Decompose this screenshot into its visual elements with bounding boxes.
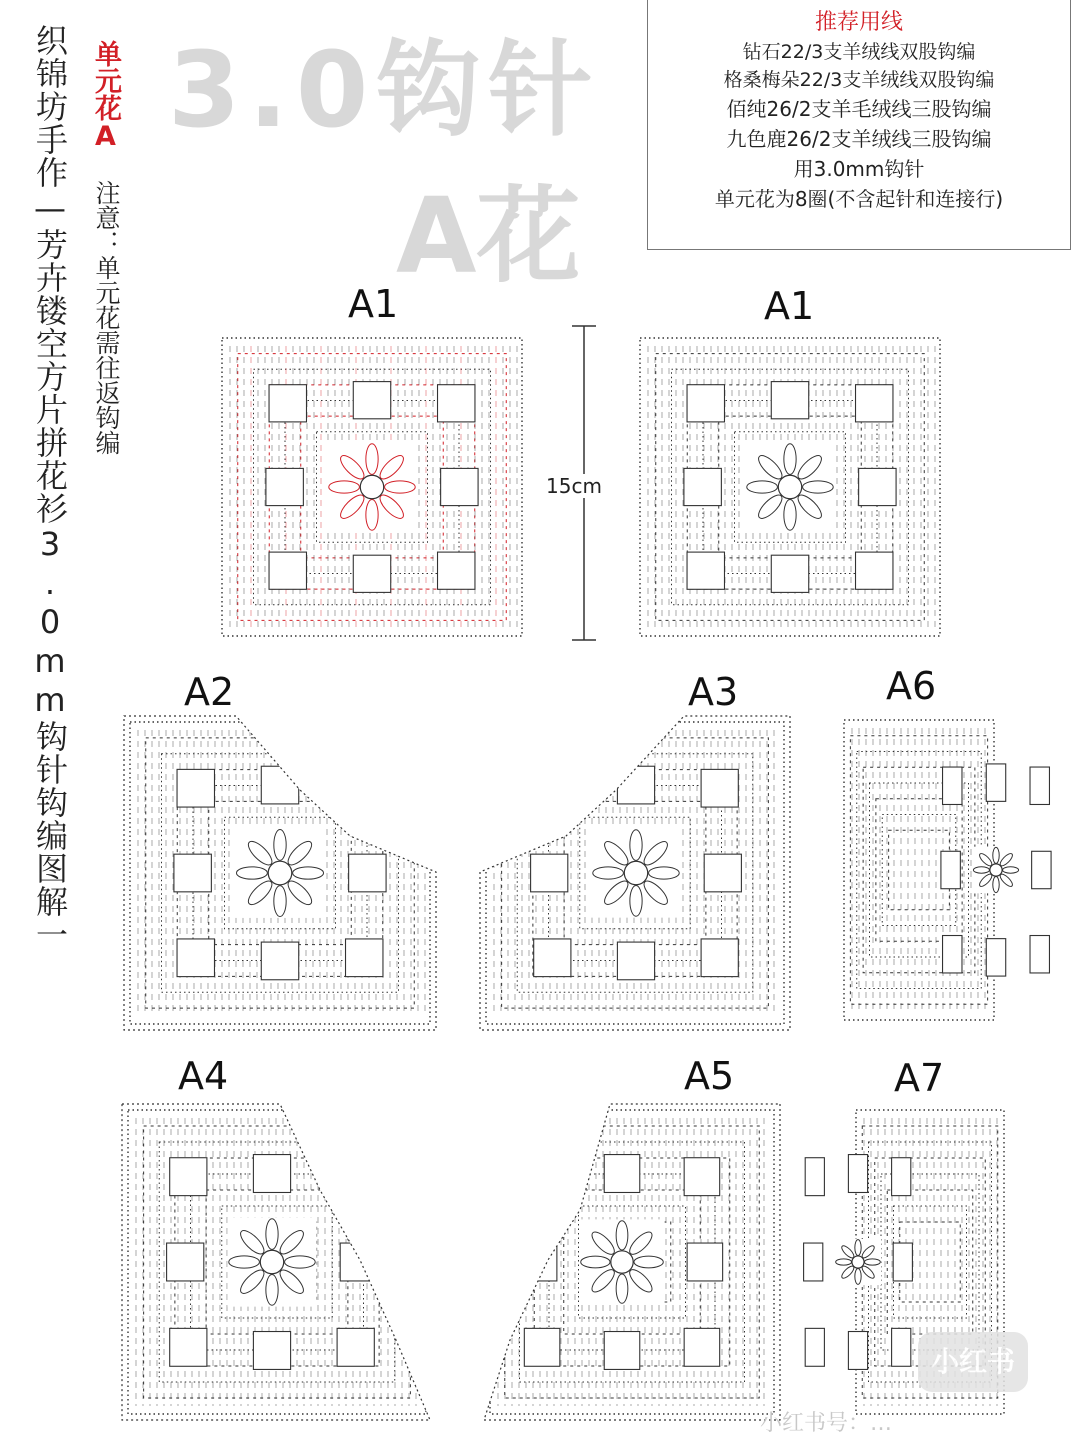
filet-window — [604, 1332, 640, 1370]
filet-window — [177, 939, 214, 977]
filet-window — [1030, 936, 1049, 973]
filet-window — [340, 1243, 377, 1281]
filet-window — [261, 942, 298, 980]
filet-window — [167, 1243, 204, 1281]
filet-window — [534, 939, 571, 977]
filet-window — [604, 1155, 640, 1193]
filet-window — [701, 939, 738, 977]
magic-ring — [611, 1251, 633, 1273]
filet-window — [337, 1158, 374, 1196]
filet-window — [438, 552, 475, 589]
piece-label-a6: A6 — [886, 664, 937, 708]
filet-window — [848, 1155, 867, 1193]
filet-window — [859, 468, 896, 505]
filet-window — [892, 1328, 911, 1366]
filet-window — [701, 769, 738, 807]
filet-window — [170, 1158, 207, 1196]
magic-ring — [260, 1250, 283, 1273]
yarn-heading: 推荐用线 — [814, 10, 903, 35]
filet-window — [346, 769, 383, 807]
magic-ring — [624, 861, 647, 884]
filet-window — [170, 1328, 207, 1366]
yarn-line: 九色鹿26/2支羊绒线三股钩编 — [726, 127, 992, 151]
filet-window — [261, 766, 298, 804]
filet-window — [269, 552, 306, 589]
filet-window — [856, 552, 893, 589]
filet-window — [353, 382, 390, 419]
filet-window — [805, 1158, 824, 1196]
filet-window — [617, 766, 654, 804]
app-badge: 小红书 — [918, 1332, 1028, 1392]
filet-window — [337, 1328, 374, 1366]
dimension-label: 15cm — [546, 474, 602, 498]
piece-label-a2: A2 — [184, 670, 235, 714]
hook-size-line: 用3.0mm钩针 — [793, 157, 925, 181]
stitch-round — [850, 736, 987, 1005]
filet-window — [943, 936, 962, 973]
magic-ring — [360, 475, 383, 498]
rounds-line: 单元花为8圈(不含起针和连接行) — [714, 187, 1004, 211]
yarn-line: 格桑梅朵22/3支羊绒线双股钩编 — [723, 69, 995, 91]
filet-window — [1030, 767, 1049, 804]
filet-window — [534, 769, 571, 807]
filet-window — [805, 1328, 824, 1366]
filet-window — [617, 942, 654, 980]
filet-window — [941, 851, 960, 888]
filet-window — [684, 1328, 720, 1366]
piece-label-a3: A3 — [688, 670, 739, 714]
filet-window — [704, 854, 741, 892]
filet-window — [687, 1243, 723, 1281]
filet-window — [524, 1328, 560, 1366]
footer-watermark: 小红书号：… — [760, 1411, 893, 1436]
filet-window — [177, 769, 214, 807]
filet-window — [684, 468, 721, 505]
filet-window — [524, 1158, 560, 1196]
filet-window — [438, 385, 475, 422]
hook-size-watermark: 3.0钩针 — [168, 29, 601, 151]
filet-window — [266, 468, 303, 505]
filet-window — [771, 555, 808, 592]
filet-window — [892, 1158, 911, 1196]
filet-window — [253, 1155, 290, 1193]
piece-label-a1-right: A1 — [764, 284, 815, 328]
note-text: 注意：单元花需往返钩编 — [92, 180, 121, 455]
filet-window — [349, 854, 386, 892]
filet-window — [1032, 851, 1051, 888]
piece-label-a4: A4 — [178, 1054, 229, 1098]
stitch-round — [844, 720, 994, 1020]
chart-a1-highlighted — [222, 338, 522, 636]
chart-a1 — [640, 338, 940, 636]
filet-window — [856, 385, 893, 422]
yarn-line: 钻石22/3支羊绒线双股钩编 — [742, 41, 976, 63]
piece-label-a7: A7 — [894, 1056, 945, 1100]
chart-a2 — [130, 722, 430, 1024]
chart-a4 — [128, 1110, 426, 1414]
chart-a6 — [844, 720, 1051, 1020]
filet-window — [986, 939, 1005, 976]
filet-window — [986, 764, 1005, 801]
filet-window — [346, 939, 383, 977]
main-title: 织锦坊手作—芳卉镂空方片拼花衫3.0mm钩针钩编图解一 — [31, 24, 69, 951]
magic-ring — [268, 861, 292, 885]
yarn-line: 佰纯26/2支羊毛绒线三股钩编 — [726, 97, 992, 121]
filet-window — [684, 1158, 720, 1196]
filet-window — [253, 1332, 290, 1370]
filet-window — [848, 1332, 867, 1370]
chart-a3 — [486, 722, 784, 1024]
filet-window — [687, 552, 724, 589]
filet-window — [521, 1243, 557, 1281]
filet-window — [441, 468, 478, 505]
filet-window — [531, 854, 568, 892]
filet-window — [687, 385, 724, 422]
magic-ring — [778, 475, 801, 498]
stitch-round — [889, 830, 950, 910]
filet-window — [771, 382, 808, 419]
filet-window — [804, 1243, 823, 1281]
chart-a5 — [490, 1110, 774, 1414]
filet-window — [353, 555, 390, 592]
piece-label-a5: A5 — [684, 1054, 735, 1098]
filet-window — [893, 1243, 912, 1281]
piece-label-a1-left: A1 — [348, 282, 399, 326]
filet-window — [943, 767, 962, 804]
magic-ring — [990, 864, 1002, 876]
filet-window — [174, 854, 211, 892]
magic-ring — [852, 1256, 864, 1268]
unit-flower-label: 单元花A — [90, 40, 121, 152]
flower-a-watermark: A花 — [396, 175, 581, 297]
filet-window — [269, 385, 306, 422]
